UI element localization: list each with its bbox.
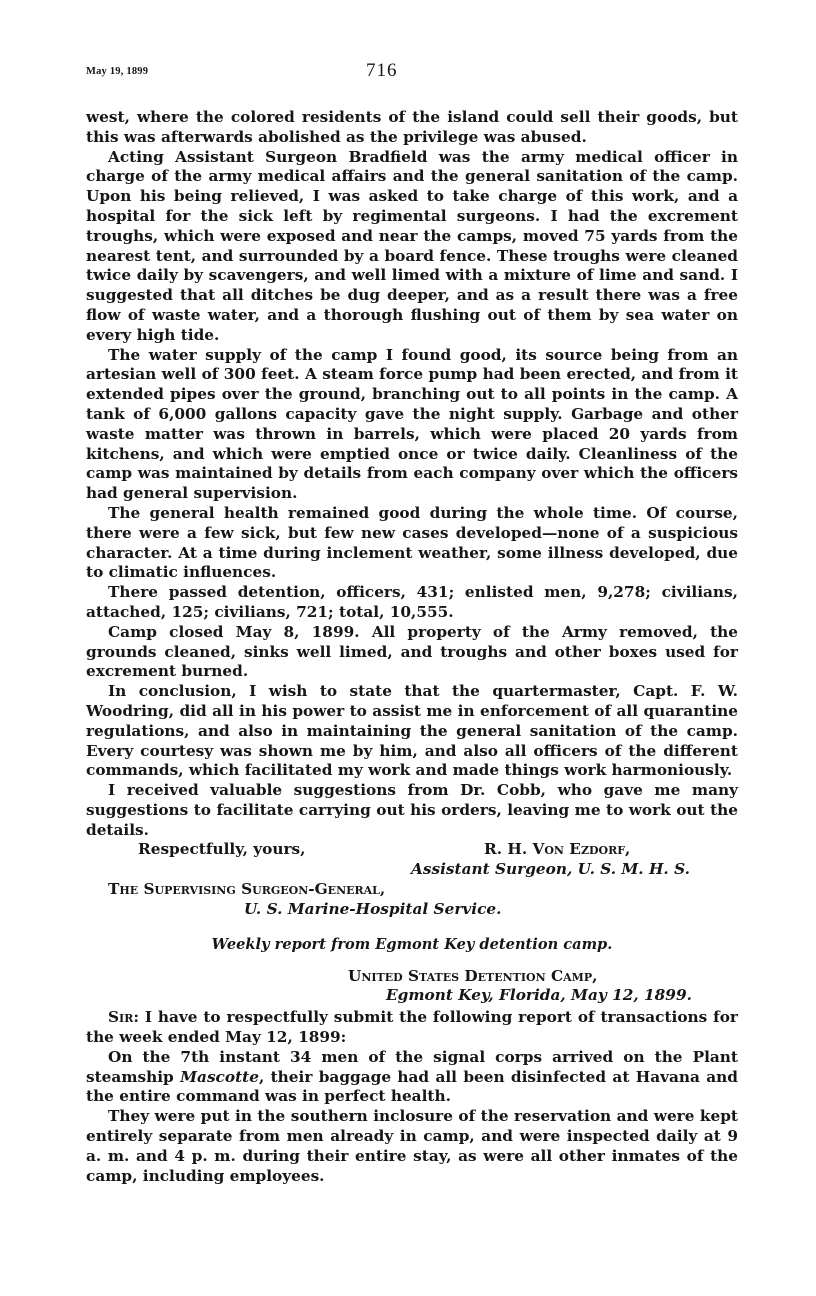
- addressee-line-1: The Supervising Surgeon-General,: [108, 880, 386, 899]
- report-paragraph-1: I have to respectfully submit the following report of transactions for the week ended May 12, 1899:: [86, 1008, 738, 1047]
- paragraph: I received valuable suggestions from Dr. Cobb, who gave me many suggestions to facilitate carrying out his orders, leaving me to work out the details.: [86, 781, 738, 839]
- salutation: Sir:: [108, 1008, 139, 1027]
- closing: Respectfully, yours,: [138, 840, 306, 859]
- signature-line: [86, 840, 738, 860]
- report-heading-line-1: United States Detention Camp,: [348, 966, 598, 985]
- report-subheading: Weekly report from Egmont Key detention camp.: [211, 935, 613, 953]
- paragraph: There passed detention, officers, 431; enlisted men, 9,278; civilians, attached, 125; civilians, 721; total, 10,555.: [86, 583, 738, 621]
- ship-name: Mascotte: [180, 1067, 259, 1086]
- paragraph: The general health remained good during the whole time. Of course, there were a few sick, but few new cases developed—none of a suspicious character. At a time during inclement weather, some illness developed, due to climatic influences.: [86, 503, 738, 582]
- paragraph: west, where the colored residents of the island could sell their goods, but this was afterwards abolished as the privilege was abused.: [86, 108, 738, 146]
- paragraph: In conclusion, I wish to state that the quartermaster, Capt. F. W. Woodring, did all in his power to assist me in enforcement of all quarantine regulations, and also in maintaining the general sanitation of the camp. Every courtesy was shown me by him, and also all officers of the different commands, which facilitated my work and made things work harmoniously.: [86, 682, 738, 780]
- page-number: 716: [366, 60, 398, 81]
- page-body: [86, 108, 738, 1186]
- signer-name: R. H. Von Ezdorf,: [484, 840, 631, 859]
- addressee-line-2: U. S. Marine-Hospital Service.: [244, 900, 502, 919]
- paragraph: [86, 1048, 738, 1107]
- report-paragraph-2-start: On the 7th instant 34 men of the signal corps arrived on the Plant steamship: [86, 1047, 738, 1086]
- paragraph: They were put in the southern inclosure of the reservation and were kept entirely separate from men already in camp, and were inspected daily at 9 a. m. and 4 p. m. during their entire stay, as were all other inmates of the camp, including employees.: [86, 1107, 738, 1185]
- paragraph: Acting Assistant Surgeon Bradfield was the army medical officer in charge of the army medical affairs and the general sanitation of the camp. Upon his being relieved, I was asked to take charge of this work, and a hospital for the sick left by regimental surgeons. I had the excrement troughs, which were exposed and near the camps, moved 75 yards from the nearest tent, and surrounded by a board fence. These troughs were cleaned twice daily by scavengers, and well limed with a mixture of lime and sand. I suggested that all ditches be dug deeper, and as a result there was a free flow of waste water, and a thorough flushing out of them by sea water on every high tide.: [86, 147, 738, 344]
- report-paragraph-2-end: , their baggage had all been disinfected at Havana and the entire command was in perfect health.: [86, 1067, 738, 1106]
- paragraph: Camp closed May 8, 1899. All property of the Army removed, the grounds cleaned, sinks well limed, and troughs and other boxes used for excrement burned.: [86, 622, 738, 681]
- paragraph: The water supply of the camp I found good, its source being from an artesian well of 300 feet. A steam force pump had been erected, and from it extended pipes over the ground, branching out to all points in the camp. A tank of 6,000 gallons capacity gave the night supply. Garbage and other waste matter was thrown in barrels, which were placed 20 yards from kitchens, and which were emptied once or twice daily. Cleanliness of the camp was maintained by details from each company over which the officers had general supervision.: [86, 345, 738, 503]
- signer-title: Assistant Surgeon, U. S. M. H. S.: [411, 860, 690, 879]
- header-date: May 19, 1899: [86, 66, 149, 77]
- paragraph: [86, 1008, 738, 1048]
- report-heading-line-2: Egmont Key, Florida, May 12, 1899.: [386, 986, 692, 1005]
